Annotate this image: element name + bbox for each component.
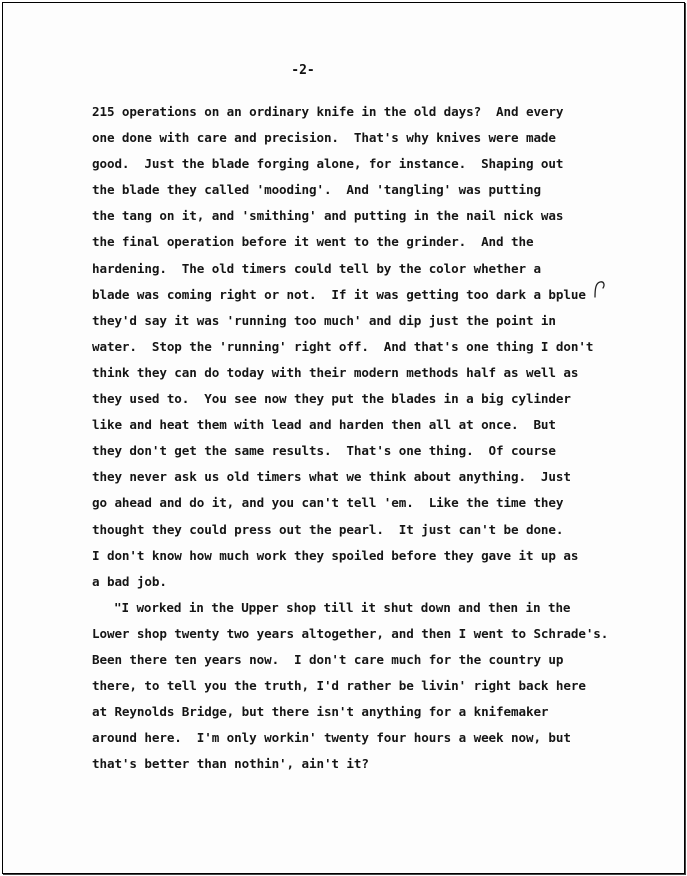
text-line: water. Stop the 'running' right off. And that's one thing I don't: [92, 338, 594, 354]
document-page: [2, 2, 685, 874]
text-line: Been there ten years now. I don't care much for the country up: [92, 651, 564, 667]
text-line: Lower shop twenty two years altogether, and then I went to Schrade's.: [92, 625, 609, 641]
text-line: they used to. You see now they put the blades in a big cylinder: [92, 391, 571, 407]
text-line: one done with care and precision. That's why knives were made: [92, 130, 556, 146]
text-line: the final operation before it went to the grinder. And the: [92, 234, 534, 250]
text-line: think they can do today with their modern methods half as well as: [92, 364, 579, 380]
text-line: at Reynolds Bridge, but there isn't anything for a knifemaker: [92, 704, 549, 720]
text-line: good. Just the blade forging alone, for instance. Shaping out: [92, 156, 564, 172]
body-text: [92, 99, 652, 777]
text-line: they don't get the same results. That's one thing. Of course: [92, 443, 556, 459]
text-line: thought they could press out the pearl. It just can't be done.: [92, 521, 564, 537]
text-line: a bad job.: [92, 573, 167, 589]
handwritten-correction-mark: [592, 280, 606, 298]
page-number: -2-: [291, 63, 315, 78]
text-line: go ahead and do it, and you can't tell 'em. Like the time they: [92, 495, 564, 511]
text-line: they never ask us old timers what we think about anything. Just: [92, 469, 571, 485]
text-line: 215 operations on an ordinary knife in the old days? And every: [92, 104, 564, 119]
text-line: I don't know how much work they spoiled before they gave it up as: [92, 547, 579, 563]
text-line: like and heat them with lead and harden then all at once. But: [92, 417, 556, 433]
text-line: they'd say it was 'running too much' and dip just the point in: [92, 312, 556, 328]
text-line: the tang on it, and 'smithing' and putting in the nail nick was: [92, 208, 564, 224]
text-line: "I worked in the Upper shop till it shut down and then in the: [114, 599, 571, 615]
text-line: there, to tell you the truth, I'd rather be livin' right back here: [92, 678, 586, 694]
text-line: the blade they called 'mooding'. And 'tangling' was putting: [92, 182, 541, 198]
text-line: blade was coming right or not. If it was getting too dark a bplue: [92, 286, 586, 302]
text-line: around here. I'm only workin' twenty four hours a week now, but: [92, 730, 571, 746]
text-line: that's better than nothin', ain't it?: [92, 756, 369, 772]
text-line: hardening. The old timers could tell by the color whether a: [92, 260, 541, 276]
